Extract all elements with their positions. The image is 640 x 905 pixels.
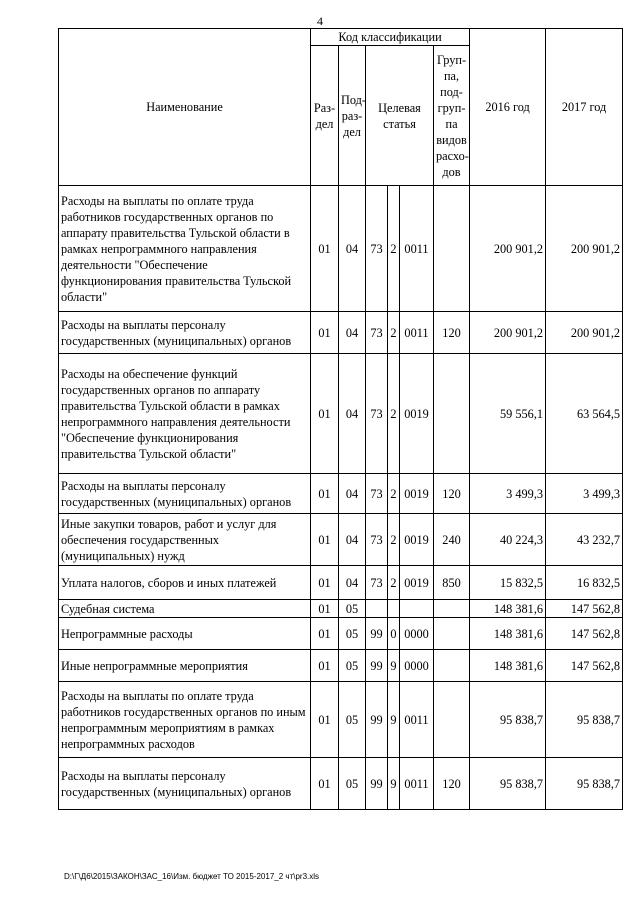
header-code: Код классификации bbox=[311, 29, 470, 46]
row-section: 01 bbox=[311, 600, 339, 618]
row-section: 01 bbox=[311, 566, 339, 600]
row-target-program: 99 bbox=[366, 682, 388, 758]
row-amount-2017: 147 562,8 bbox=[546, 650, 623, 682]
row-amount-2016: 95 838,7 bbox=[470, 682, 546, 758]
row-expense-group bbox=[434, 650, 470, 682]
row-target-sub: 9 bbox=[388, 758, 400, 810]
row-target-direction: 0011 bbox=[400, 758, 434, 810]
header-subsection: Под- раз- дел bbox=[339, 46, 366, 186]
row-expense-group bbox=[434, 186, 470, 312]
row-amount-2016: 148 381,6 bbox=[470, 618, 546, 650]
row-target-direction: 0011 bbox=[400, 682, 434, 758]
budget-table bbox=[58, 28, 623, 810]
row-name: Иные непрограммные мероприятия bbox=[59, 650, 311, 682]
row-target-program: 73 bbox=[366, 312, 388, 354]
row-subsection: 04 bbox=[339, 186, 366, 312]
row-target-direction bbox=[400, 600, 434, 618]
row-amount-2016: 148 381,6 bbox=[470, 650, 546, 682]
row-amount-2016: 200 901,2 bbox=[470, 186, 546, 312]
row-target-direction: 0019 bbox=[400, 566, 434, 600]
row-section: 01 bbox=[311, 514, 339, 566]
row-amount-2017: 3 499,3 bbox=[546, 474, 623, 514]
row-target-direction: 0000 bbox=[400, 618, 434, 650]
row-section: 01 bbox=[311, 758, 339, 810]
row-subsection: 05 bbox=[339, 758, 366, 810]
row-subsection: 04 bbox=[339, 354, 366, 474]
row-amount-2016: 95 838,7 bbox=[470, 758, 546, 810]
table-row bbox=[59, 600, 623, 618]
row-target-program bbox=[366, 600, 388, 618]
row-amount-2016: 200 901,2 bbox=[470, 312, 546, 354]
row-section: 01 bbox=[311, 650, 339, 682]
row-section: 01 bbox=[311, 312, 339, 354]
row-expense-group: 240 bbox=[434, 514, 470, 566]
table-row bbox=[59, 312, 623, 354]
row-target-direction: 0011 bbox=[400, 186, 434, 312]
row-expense-group: 850 bbox=[434, 566, 470, 600]
row-target-program: 99 bbox=[366, 650, 388, 682]
row-section: 01 bbox=[311, 186, 339, 312]
row-expense-group bbox=[434, 682, 470, 758]
row-target-sub: 2 bbox=[388, 514, 400, 566]
row-amount-2016: 15 832,5 bbox=[470, 566, 546, 600]
row-target-sub: 2 bbox=[388, 566, 400, 600]
row-section: 01 bbox=[311, 618, 339, 650]
row-expense-group bbox=[434, 618, 470, 650]
row-target-program: 73 bbox=[366, 514, 388, 566]
row-expense-group: 120 bbox=[434, 758, 470, 810]
row-amount-2017: 43 232,7 bbox=[546, 514, 623, 566]
row-amount-2016: 3 499,3 bbox=[470, 474, 546, 514]
row-target-sub: 2 bbox=[388, 312, 400, 354]
row-target-direction: 0019 bbox=[400, 474, 434, 514]
row-target-direction: 0019 bbox=[400, 354, 434, 474]
header-year-2016: 2016 год bbox=[470, 29, 546, 186]
row-target-direction: 0000 bbox=[400, 650, 434, 682]
table-row bbox=[59, 758, 623, 810]
table-row bbox=[59, 186, 623, 312]
row-name: Расходы на выплаты по оплате труда работников государственных органов по аппарату правительства Тульской области в рамках непрограммного направления деятельности "Обеспечение функционирования правительства Тульской области" bbox=[59, 186, 311, 312]
row-target-sub: 2 bbox=[388, 186, 400, 312]
table-row bbox=[59, 514, 623, 566]
row-amount-2016: 59 556,1 bbox=[470, 354, 546, 474]
row-target-direction: 0011 bbox=[400, 312, 434, 354]
row-subsection: 04 bbox=[339, 474, 366, 514]
row-name: Расходы на выплаты по оплате труда работников государственных органов по иным непрограммным мероприятиям в рамках непрограммных расходов bbox=[59, 682, 311, 758]
row-amount-2017: 200 901,2 bbox=[546, 312, 623, 354]
table-row bbox=[59, 566, 623, 600]
row-target-direction: 0019 bbox=[400, 514, 434, 566]
row-name: Иные закупки товаров, работ и услуг для обеспечения государственных (муниципальных) нужд bbox=[59, 514, 311, 566]
row-amount-2017: 95 838,7 bbox=[546, 682, 623, 758]
row-subsection: 05 bbox=[339, 618, 366, 650]
row-target-sub: 2 bbox=[388, 474, 400, 514]
row-target-sub bbox=[388, 600, 400, 618]
row-subsection: 05 bbox=[339, 650, 366, 682]
page-number: 4 bbox=[317, 14, 323, 28]
header-group: Груп- па, под- груп- па видов расхо- дов bbox=[434, 46, 470, 186]
row-target-program: 73 bbox=[366, 566, 388, 600]
row-target-sub: 2 bbox=[388, 354, 400, 474]
row-expense-group bbox=[434, 600, 470, 618]
row-name: Расходы на обеспечение функций государственных органов по аппарату правительства Тульской области в рамках непрограммного направления деятельности "Обеспечение функционирования правительства Тульской области" bbox=[59, 354, 311, 474]
table-row bbox=[59, 354, 623, 474]
header-year-2017: 2017 год bbox=[546, 29, 623, 186]
table-row bbox=[59, 474, 623, 514]
row-target-program: 73 bbox=[366, 474, 388, 514]
row-target-sub: 9 bbox=[388, 682, 400, 758]
header-name: Наименование bbox=[59, 29, 311, 186]
header-section: Раз- дел bbox=[311, 46, 339, 186]
row-subsection: 05 bbox=[339, 682, 366, 758]
row-name: Судебная система bbox=[59, 600, 311, 618]
row-amount-2017: 95 838,7 bbox=[546, 758, 623, 810]
row-amount-2016: 40 224,3 bbox=[470, 514, 546, 566]
row-name: Уплата налогов, сборов и иных платежей bbox=[59, 566, 311, 600]
row-target-program: 99 bbox=[366, 618, 388, 650]
row-section: 01 bbox=[311, 474, 339, 514]
row-target-program: 73 bbox=[366, 186, 388, 312]
file-path-footer: D:\Г\Д6\2015\ЗАКОН\ЗАС_16\Изм. бюджет ТО 2015-2017_2 чт\pr3.xls bbox=[64, 872, 320, 881]
table-row bbox=[59, 682, 623, 758]
row-name: Непрограммные расходы bbox=[59, 618, 311, 650]
table-row bbox=[59, 650, 623, 682]
row-name: Расходы на выплаты персоналу государственных (муниципальных) органов bbox=[59, 312, 311, 354]
row-subsection: 04 bbox=[339, 312, 366, 354]
row-section: 01 bbox=[311, 354, 339, 474]
row-amount-2017: 63 564,5 bbox=[546, 354, 623, 474]
row-name: Расходы на выплаты персоналу государственных (муниципальных) органов bbox=[59, 474, 311, 514]
row-expense-group: 120 bbox=[434, 312, 470, 354]
row-target-program: 73 bbox=[366, 354, 388, 474]
row-amount-2017: 147 562,8 bbox=[546, 600, 623, 618]
row-subsection: 05 bbox=[339, 600, 366, 618]
row-amount-2017: 147 562,8 bbox=[546, 618, 623, 650]
row-subsection: 04 bbox=[339, 566, 366, 600]
row-expense-group bbox=[434, 354, 470, 474]
header-target: Целевая статья bbox=[366, 46, 434, 186]
row-target-sub: 0 bbox=[388, 618, 400, 650]
row-amount-2017: 200 901,2 bbox=[546, 186, 623, 312]
table-row bbox=[59, 618, 623, 650]
row-target-sub: 9 bbox=[388, 650, 400, 682]
row-name: Расходы на выплаты персоналу государственных (муниципальных) органов bbox=[59, 758, 311, 810]
row-subsection: 04 bbox=[339, 514, 366, 566]
row-amount-2016: 148 381,6 bbox=[470, 600, 546, 618]
row-expense-group: 120 bbox=[434, 474, 470, 514]
row-amount-2017: 16 832,5 bbox=[546, 566, 623, 600]
row-target-program: 99 bbox=[366, 758, 388, 810]
row-section: 01 bbox=[311, 682, 339, 758]
